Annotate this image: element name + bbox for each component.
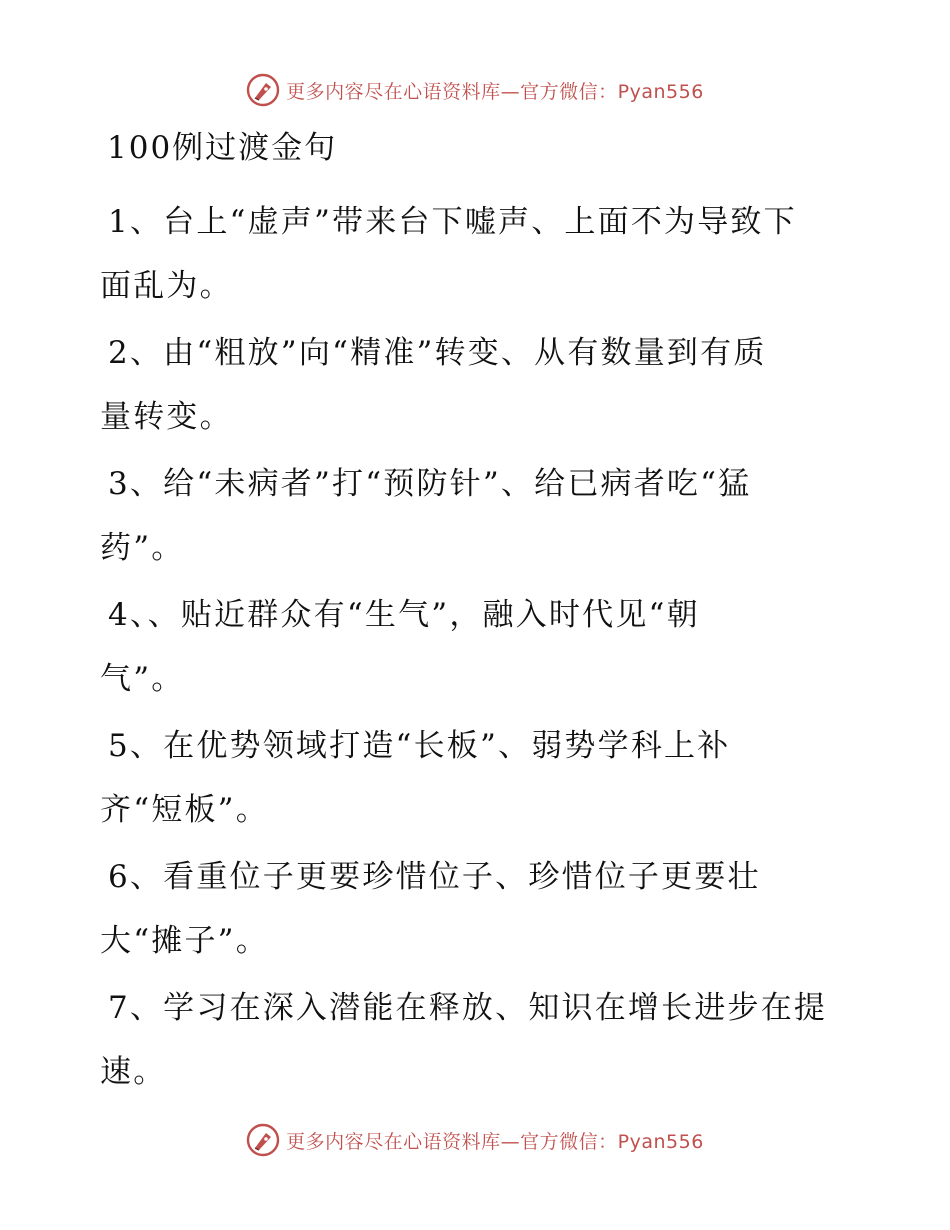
list-item-line-2: 大“摊子”。 — [100, 923, 269, 959]
pen-nib-logo-icon — [246, 1123, 280, 1157]
list-item-line-2: 齐“短板”。 — [100, 792, 269, 828]
list-item-line-2: 面乱为。 — [100, 268, 233, 304]
list-item-line-1: 7、学习在深入潜能在释放、知识在增长进步在提 — [108, 990, 828, 1026]
list-item — [100, 976, 860, 1104]
document-title: 100例过渡金句 — [107, 130, 338, 166]
list-item — [100, 452, 860, 580]
list-item-line-2: 气”。 — [100, 661, 185, 697]
list-item-line-1: 3、给“未病者”打“预防针”、给已病者吃“猛 — [108, 466, 752, 502]
footer-banner-text: 更多内容尽在心语资料库—官方微信：Pyan556 — [286, 1130, 704, 1153]
list-item-line-2: 速。 — [100, 1054, 167, 1090]
pen-nib-logo-icon — [246, 73, 280, 107]
header-banner — [0, 68, 950, 112]
list-item-line-2: 药”。 — [100, 530, 185, 566]
list-item — [100, 190, 860, 318]
list-item-line-1: 1、台上“虚声”带来台下嘘声、上面不为导致下 — [108, 204, 797, 240]
list-item — [100, 845, 860, 973]
list-item-line-1: 6、看重位子更要珍惜位子、珍惜位子更要壮 — [108, 859, 761, 895]
list-item-line-1: 5、在优势领域打造“长板”、弱势学科上补 — [108, 728, 731, 764]
phrase-list — [100, 190, 860, 1107]
header-banner-text: 更多内容尽在心语资料库—官方微信：Pyan556 — [286, 80, 704, 103]
list-item-line-1: 4、、贴近群众有“生气”，融入时代见“朝 — [108, 597, 700, 633]
list-item-line-1: 2、由“粗放”向“精准”转变、从有数量到有质 — [108, 335, 767, 371]
list-item-line-2: 量转变。 — [100, 399, 233, 435]
list-item — [100, 321, 860, 449]
list-item — [100, 583, 860, 711]
footer-banner — [0, 1118, 950, 1162]
list-item — [100, 714, 860, 842]
